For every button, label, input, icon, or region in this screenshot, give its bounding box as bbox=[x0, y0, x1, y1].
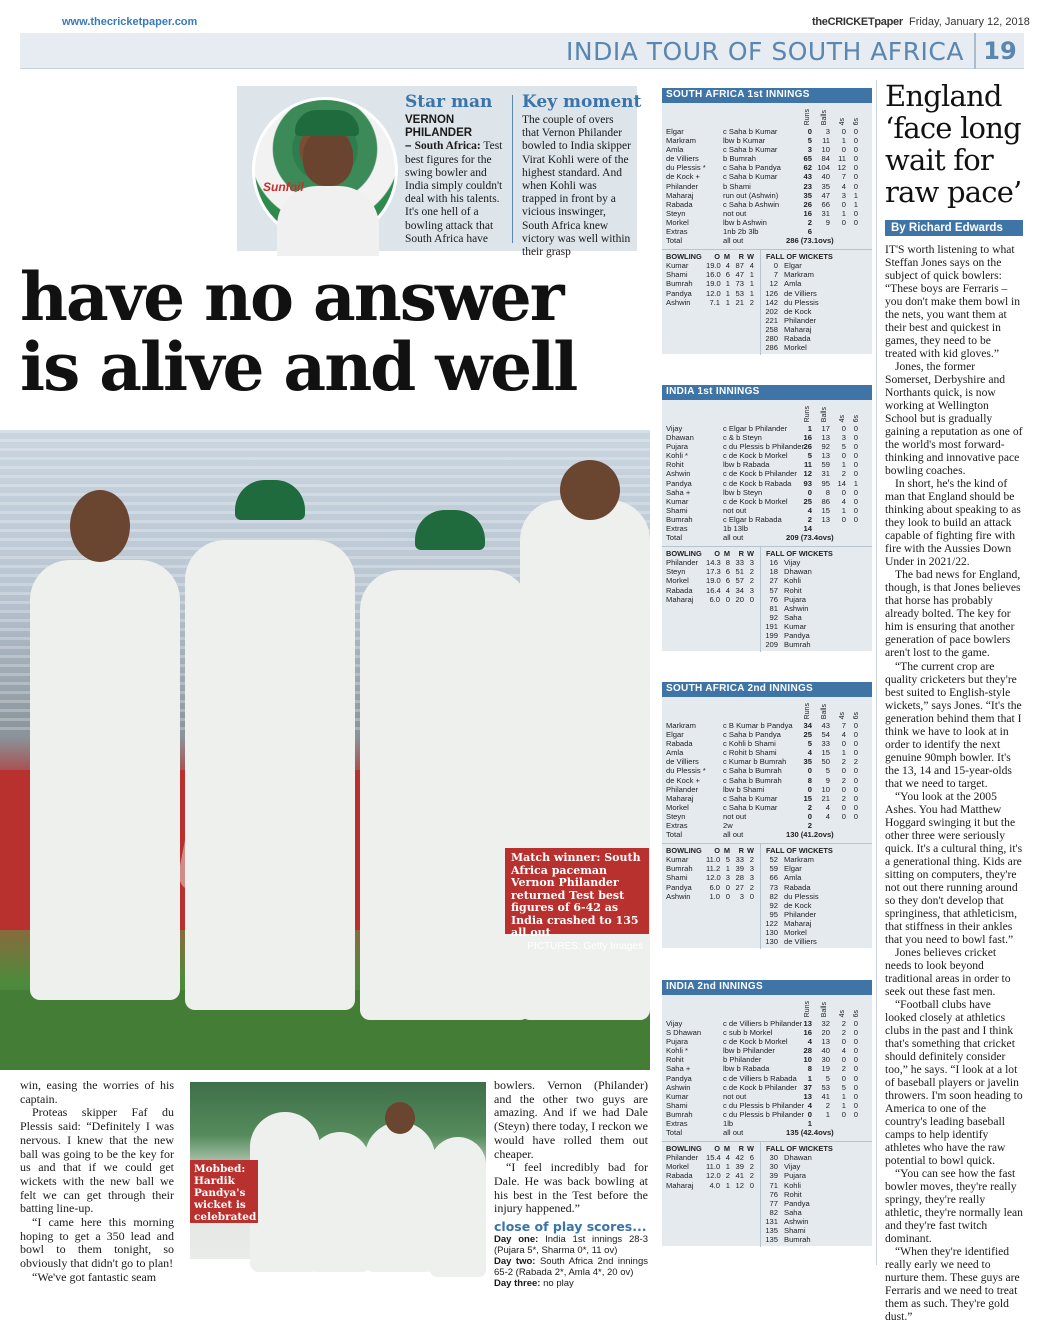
batting-row: Bumrah c du Plessis b Philander 0 1 0 0 bbox=[666, 1109, 858, 1119]
section-title: INDIA TOUR OF SOUTH AFRICA bbox=[566, 37, 964, 66]
fall-of-wicket-row: 77 Pandya bbox=[769, 1198, 810, 1208]
batting-row: Kohli * c de Kock b Morkel 5 13 0 0 bbox=[666, 451, 858, 461]
batting-row: Markram lbw b Kumar 5 11 1 0 bbox=[666, 136, 858, 146]
total-row: Total all out 130 (41.2ovs) bbox=[666, 830, 834, 840]
article-paragraph: win, easing the worries of his captain. bbox=[20, 1078, 174, 1106]
england-article-body bbox=[885, 243, 1023, 1323]
batting-row: Markram c B Kumar b Pandya 34 43 7 0 bbox=[666, 721, 858, 730]
batting-row: Morkel lbw b Ashwin 2 9 0 0 bbox=[666, 217, 858, 227]
article-paragraph: bowlers. Vernon (Philander) and the other two guys are amazing. And if we had Dale (Steyn) there today, I reckon we would have rolled them out cheaper. bbox=[494, 1078, 648, 1161]
close-of-play-line: Day two: South Africa 2nd innings 65-2 (Rabada 2*, Amla 4*, 20 ov) bbox=[494, 1255, 648, 1278]
batting-row: Elgar c Saha b Kumar 0 3 0 0 bbox=[666, 127, 858, 136]
bowling-row: Bumrah 19.0 1 73 1 bbox=[666, 279, 754, 289]
batting-row: Elgar c Saha b Pandya 25 54 4 0 bbox=[666, 730, 858, 740]
runs-header: Runs bbox=[804, 702, 811, 719]
player-figure bbox=[360, 570, 530, 1020]
batting-row: du Plessis * c Saha b Bumrah 0 5 0 0 bbox=[666, 766, 858, 776]
article-paragraph: “When they're identified really early we need to nurture them. These guys are Ferraris and we need to treat them as such. They're gold dust.” bbox=[885, 1245, 1020, 1323]
bowling-section bbox=[662, 546, 872, 651]
runs-header: Runs bbox=[804, 405, 811, 422]
innings-title: INDIA 1st INNINGS bbox=[662, 385, 872, 400]
bowling-row: Rabada 12.0 2 41 2 bbox=[666, 1171, 754, 1181]
main-photo bbox=[0, 430, 650, 1070]
bowling-row: Morkel 11.0 1 39 2 bbox=[666, 1162, 754, 1172]
bowling-row: Morkel 19.0 6 57 2 bbox=[666, 576, 754, 586]
fall-of-wickets-list bbox=[762, 855, 870, 946]
bowling-row: Maharaj 4.0 1 12 0 bbox=[666, 1180, 754, 1190]
column-rule bbox=[876, 80, 877, 1265]
fall-of-wicket-row: 286 Morkel bbox=[765, 343, 807, 353]
fall-of-wicket-row: 135 Bumrah bbox=[765, 1235, 811, 1245]
bowling-row: Shami 12.0 3 28 3 bbox=[666, 873, 754, 883]
main-headline bbox=[20, 258, 650, 406]
fall-of-wickets-list bbox=[762, 1153, 870, 1244]
fall-of-wicket-row: 7 Markram bbox=[773, 270, 814, 280]
bowling-divider bbox=[760, 844, 761, 949]
player-figure bbox=[30, 560, 180, 1000]
article-paragraph: “The current crop are quality cricketers but they're best suited to English-style wickets,” says Jones. “It's the generation behind them that I think we have to look at in order to identify the next genuine 90mph bowler. It's the 13, 14 and 15-year-olds that we need to target. bbox=[885, 659, 1022, 790]
fall-of-wicket-row: 30 Vijay bbox=[769, 1162, 801, 1172]
player-figure bbox=[365, 1122, 435, 1272]
fall-of-wicket-row: 57 Rohit bbox=[769, 585, 802, 595]
fall-of-wicket-row: 95 Philander bbox=[769, 909, 817, 919]
main-photo-caption bbox=[505, 848, 649, 952]
bowling-header: BOWLING O M R W FALL OF WICKETS bbox=[666, 1144, 833, 1154]
batting-row: de Kock + c Saha b Bumrah 8 9 2 0 bbox=[666, 775, 858, 785]
fall-of-wicket-row: 130 de Villiers bbox=[765, 937, 817, 947]
batting-row: Ashwin c de Kock b Philander 12 31 2 0 bbox=[666, 469, 858, 479]
fours-header: 4s bbox=[839, 711, 846, 719]
byline: By Richard Edwards bbox=[885, 220, 1023, 236]
fall-of-wicket-row: 126 de Villiers bbox=[765, 288, 817, 298]
fours-header: 4s bbox=[839, 1009, 846, 1017]
batting-row: Vijay c Elgar b Philander 1 17 0 0 bbox=[666, 424, 858, 433]
batting-row: Pandya c de Kock b Rabada 93 95 14 1 bbox=[666, 478, 858, 488]
bowling-row: Philander 15.4 4 42 6 bbox=[666, 1153, 754, 1163]
fall-of-wicket-row: 92 de Kock bbox=[769, 900, 812, 910]
batting-row: Amla c Rohit b Shami 4 15 1 0 bbox=[666, 748, 858, 758]
runs-header: Runs bbox=[804, 1000, 811, 1017]
bowling-header: BOWLING O M R W FALL OF WICKETS bbox=[666, 846, 833, 856]
fall-of-wicket-row: 12 Amla bbox=[769, 279, 802, 289]
extras-row: Extras 2w 2 bbox=[666, 821, 812, 831]
scorecard-india-1st-innings bbox=[662, 385, 872, 651]
fall-of-wicket-row: 209 Bumrah bbox=[765, 640, 811, 650]
bowling-row: Shami 16.0 6 47 1 bbox=[666, 270, 754, 280]
fall-of-wicket-row: 52 Markram bbox=[769, 855, 814, 865]
innings-title: SOUTH AFRICA 2nd INNINGS bbox=[662, 682, 872, 697]
bowling-row: Ashwin 7.1 1 21 2 bbox=[666, 297, 754, 307]
batting-row: Ashwin c de Kock b Philander 37 53 5 0 bbox=[666, 1082, 858, 1092]
fall-of-wicket-row: 142 du Plessis bbox=[765, 297, 819, 307]
batting-row: Philander lbw b Shami 0 10 0 0 bbox=[666, 784, 858, 794]
article-paragraph: Proteas skipper Faf du Plessis said: “Definitely I was nervous. I knew that the new ball was going to be the key for us and that if we could get wickets with the new ball we felt we can get through their batting line-up. bbox=[20, 1105, 174, 1216]
bowling-row: Steyn 17.3 6 51 2 bbox=[666, 567, 754, 577]
batting-row: Shami c du Plessis b Philander 4 2 1 0 bbox=[666, 1100, 858, 1110]
key-moment-text: The couple of overs that Vernon Philander bowled to India skipper Virat Kohli were of the highest standard. And when Kohli was trapped in front by a vicious inswinger, South Africa knew victory was well within their grasp bbox=[522, 114, 631, 259]
extras-row: Extras 1nb 2b 3lb 6 bbox=[666, 227, 812, 237]
total-row: Total all out 135 (42.4ovs) bbox=[666, 1128, 834, 1138]
fall-of-wickets-header: FALL OF WICKETS bbox=[766, 846, 833, 856]
fall-of-wicket-row: 199 Pandya bbox=[765, 630, 810, 640]
fall-of-wicket-row: 73 Rabada bbox=[769, 882, 811, 892]
article-paragraph: “I came here this morning hoping to get a 350 lead and bowl to them tonight, so obviously that didn't go to plan! bbox=[20, 1215, 174, 1271]
fall-of-wicket-row: 59 Elgar bbox=[769, 864, 802, 874]
batting-row: Rabada c Kohli b Shami 5 33 0 0 bbox=[666, 739, 858, 749]
star-man-heading: Star man bbox=[405, 92, 493, 112]
fours-header: 4s bbox=[839, 414, 846, 422]
sixes-header: 6s bbox=[853, 711, 860, 719]
bowling-row: Kumar 11.0 5 33 2 bbox=[666, 855, 754, 865]
bowling-row: Maharaj 6.0 0 20 0 bbox=[666, 594, 754, 604]
batting-row: Shami not out 4 15 1 0 bbox=[666, 505, 858, 515]
paper-name: theCRICKETpaper bbox=[812, 16, 903, 28]
page-number: 19 bbox=[974, 33, 1024, 69]
fall-of-wickets-list bbox=[762, 261, 870, 352]
bowling-divider bbox=[760, 250, 761, 355]
bowling-divider bbox=[760, 547, 761, 652]
balls-header: Balls bbox=[821, 703, 828, 719]
batting-column-headers bbox=[662, 995, 872, 1019]
batting-row: Pujara c du Plessis b Philander 26 92 5 0 bbox=[666, 442, 858, 452]
batting-row: Rohit lbw b Rabada 11 59 1 0 bbox=[666, 460, 858, 470]
photo-credit: PICTURES: Getty Images bbox=[527, 940, 643, 952]
fall-of-wicket-row: 280 Rabada bbox=[765, 333, 811, 343]
sixes-header: 6s bbox=[853, 117, 860, 125]
fall-of-wicket-row: 16 Vijay bbox=[769, 558, 801, 568]
bowling-row: Bumrah 11.2 1 39 3 bbox=[666, 864, 754, 874]
fall-of-wickets-list bbox=[762, 558, 870, 649]
article-paragraph: “I feel incredibly bad for Dale. He was back bowling at his best in the Test before the injury happened.” bbox=[494, 1160, 648, 1216]
portrait-face bbox=[303, 130, 353, 186]
innings-title: SOUTH AFRICA 1st INNINGS bbox=[662, 88, 872, 103]
article-column-1 bbox=[20, 1079, 174, 1285]
player-figure bbox=[430, 1137, 486, 1277]
sixes-header: 6s bbox=[853, 1009, 860, 1017]
batting-row: Rohit b Philander 10 30 0 0 bbox=[666, 1055, 858, 1065]
fall-of-wicket-row: 76 Rohit bbox=[769, 1189, 802, 1199]
batting-row: de Villiers c Kumar b Bumrah 35 50 2 2 bbox=[666, 757, 858, 767]
article-column-3 bbox=[494, 1079, 648, 1289]
bowling-row: Rabada 16.4 4 34 3 bbox=[666, 585, 754, 595]
fall-of-wicket-row: 82 du Plessis bbox=[769, 891, 819, 901]
bowling-row: Kumar 19.0 4 87 4 bbox=[666, 261, 754, 271]
fall-of-wicket-row: 76 Pujara bbox=[769, 594, 806, 604]
fall-of-wicket-row: 39 Pujara bbox=[769, 1171, 806, 1181]
england-headline: England ‘face long wait for raw pace’ bbox=[885, 79, 1022, 209]
fall-of-wicket-row: 0 Elgar bbox=[773, 261, 802, 271]
fours-header: 4s bbox=[839, 117, 846, 125]
bowling-row: Pandya 12.0 1 53 1 bbox=[666, 288, 754, 298]
star-man-body: Test best figures for the swing bowler and India simply couldn't deal with his talents. It's one hell of a bowling attack that South Africa have bbox=[405, 140, 503, 245]
bowling-section bbox=[662, 249, 872, 354]
star-man-team: South Africa: bbox=[414, 140, 481, 153]
balls-header: Balls bbox=[821, 109, 828, 125]
fall-of-wickets-header: FALL OF WICKETS bbox=[766, 549, 833, 559]
sixes-header: 6s bbox=[853, 414, 860, 422]
batting-row: Steyn not out 0 4 0 0 bbox=[666, 811, 858, 821]
article-paragraph: In short, he's the kind of man that England should be thinking about speaking to as they look to build an attack capable of fighting fire with fire with the Aussies Down Under in 2021/22. bbox=[885, 477, 1021, 569]
star-man-name: VERNON PHILANDER bbox=[405, 114, 473, 140]
batting-column-headers bbox=[662, 103, 872, 127]
batting-row: Kumar c de Kock b Morkel 25 86 4 0 bbox=[666, 496, 858, 506]
key-moment-heading: Key moment bbox=[522, 92, 642, 112]
portrait-sponsor-logo: Sunfoil bbox=[263, 180, 304, 194]
fall-of-wicket-row: 66 Amla bbox=[769, 873, 802, 883]
fall-of-wicket-row: 130 Morkel bbox=[765, 927, 807, 937]
bowling-section bbox=[662, 1141, 872, 1246]
celebration-caption: Mobbed: Hardik Pandya's wicket is celebrated bbox=[190, 1160, 258, 1223]
batting-row: du Plessis * c Saha b Pandya 62 104 12 0 bbox=[666, 163, 858, 173]
caption-text: Match winner: South Africa paceman Vernon Philander returned Test best figures of 6-42 as India crashed to 135 all out bbox=[511, 851, 641, 939]
batting-row: Morkel c Saha b Kumar 2 4 0 0 bbox=[666, 802, 858, 812]
headline-line-2: is alive and well bbox=[20, 328, 577, 406]
batting-row: Kohli * lbw b Philander 28 40 4 0 bbox=[666, 1046, 858, 1056]
total-row: Total all out 286 (73.1ovs) bbox=[666, 236, 834, 246]
balls-header: Balls bbox=[821, 1001, 828, 1017]
player-figure bbox=[310, 1132, 370, 1272]
fall-of-wicket-row: 131 Ashwin bbox=[765, 1216, 809, 1226]
fall-of-wicket-row: 191 Kumar bbox=[765, 621, 807, 631]
batting-row: Kumar not out 13 41 1 0 bbox=[666, 1091, 858, 1101]
batting-row: Saha + lbw b Steyn 0 8 0 0 bbox=[666, 487, 858, 497]
scorecard-india-2nd-innings bbox=[662, 980, 872, 1246]
fall-of-wicket-row: 71 Kohli bbox=[769, 1180, 801, 1190]
balls-header: Balls bbox=[821, 406, 828, 422]
bowling-section bbox=[662, 843, 872, 948]
extras-row: Extras 1b 13lb 14 bbox=[666, 524, 812, 534]
fall-of-wicket-row: 27 Kohli bbox=[769, 576, 801, 586]
bowling-row: Ashwin 1.0 0 3 0 bbox=[666, 891, 754, 901]
site-url[interactable]: www.thecricketpaper.com bbox=[62, 16, 198, 28]
fall-of-wicket-row: 30 Dhawan bbox=[769, 1153, 812, 1163]
batting-row: S Dhawan c sub b Morkel 16 20 2 0 bbox=[666, 1028, 858, 1038]
portrait-cap bbox=[295, 110, 359, 136]
batting-row: Saha + lbw b Rabada 8 19 2 0 bbox=[666, 1064, 858, 1074]
fall-of-wicket-row: 81 Ashwin bbox=[769, 603, 809, 613]
player-figure bbox=[185, 540, 355, 1010]
article-paragraph: Jones believes cricket needs to look beyond traditional areas in order to seek out these fast men. bbox=[885, 945, 1011, 998]
fall-of-wicket-row: 221 Philander bbox=[765, 315, 817, 325]
extras-row: Extras 1lb 1 bbox=[666, 1119, 812, 1129]
star-man-text: VERNON PHILANDER – South Africa: Test best figures for the swing bowler and India simply couldn't deal with his talents. It's one hell of a bowling attack that South Africa have bbox=[405, 114, 505, 246]
batting-row: Vijay c de Villiers b Philander 13 32 2 0 bbox=[666, 1019, 858, 1028]
philander-portrait bbox=[252, 97, 398, 243]
fall-of-wickets-header: FALL OF WICKETS bbox=[766, 1144, 833, 1154]
fall-of-wicket-row: 135 Shami bbox=[765, 1225, 806, 1235]
bowling-row: Pandya 6.0 0 27 2 bbox=[666, 882, 754, 892]
innings-title: INDIA 2nd INNINGS bbox=[662, 980, 872, 995]
headline-line-1: have no answer bbox=[20, 258, 563, 336]
scorecard-sa-2nd-innings bbox=[662, 682, 872, 948]
batting-row: de Kock + c Saha b Kumar 43 40 7 0 bbox=[666, 172, 858, 182]
portrait-shirt bbox=[277, 186, 379, 256]
batting-column-headers bbox=[662, 697, 872, 721]
fall-of-wicket-row: 92 Saha bbox=[769, 612, 802, 622]
batting-row: Pandya c de Villiers b Rabada 1 5 0 0 bbox=[666, 1073, 858, 1083]
bowling-header: BOWLING O M R W FALL OF WICKETS bbox=[666, 252, 833, 262]
article-paragraph: The bad news for England, though, is that Jones believes that horse has probably already bolted. The key for him is ensuring that another generation of pace bowlers aren't lost to the game. bbox=[885, 568, 1021, 660]
issue-date: Friday, January 12, 2018 bbox=[908, 16, 1030, 28]
batting-row: Amla c Saha b Kumar 3 10 0 0 bbox=[666, 145, 858, 155]
fall-of-wicket-row: 18 Dhawan bbox=[769, 567, 812, 577]
batting-row: Maharaj c Saha b Kumar 15 21 2 0 bbox=[666, 793, 858, 803]
article-paragraph: IT'S worth listening to what Steffan Jones says on the subject of quick bowlers: “These boys are Ferraris – you don't make them bowl in the nets, you want them at their best and quickest in games, they need to be treated with kid gloves.” bbox=[885, 243, 1021, 361]
close-of-play-heading: close of play scores... bbox=[494, 1219, 647, 1235]
article-paragraph: “You look at the 2005 Ashes. You had Matthew Hoggard swinging it but the other three were seriously quick. It's a cultural thing, it's a generational thing. Kids are sitting on computers, they're not out there running around so they don't develop that springiness, that athleticism, that stiffness in their ankles that you need to bowl fast.” bbox=[885, 789, 1023, 946]
batting-row: Rabada c Saha b Ashwin 26 66 0 1 bbox=[666, 199, 858, 209]
article-paragraph: “You can see how the fast bowler moves, they're really springy, they're really athletic, they're normally lean and they're fast twitch dominant. bbox=[885, 1167, 1023, 1246]
article-paragraph: Jones, the former Somerset, Derbyshire and Northants quick, is now working at Wellington School but is gradually gaining a reputation as one of the world's most forward-thinking and innovative pace bowling coaches. bbox=[885, 360, 1023, 478]
panel-divider bbox=[512, 95, 513, 243]
batting-row: Steyn not out 16 31 1 0 bbox=[666, 208, 858, 218]
article-paragraph: “Football clubs have looked closely at athletics clubs in the past and I think that's something that cricket should definitely consider too,” he says. “I look at a lot of baseball players or javelin throwers. I'm soon heading to America to one of the country's leading baseball camps to help identify athletes who have the raw potential to bowl quick. bbox=[885, 997, 1023, 1168]
fall-of-wickets-header: FALL OF WICKETS bbox=[766, 252, 833, 262]
batting-row: Maharaj run out (Ashwin) 35 47 3 1 bbox=[666, 190, 858, 200]
section-banner bbox=[20, 33, 1024, 69]
batting-row: de Villiers b Bumrah 65 84 11 0 bbox=[666, 154, 858, 164]
batting-row: Bumrah c Elgar b Rabada 2 13 0 0 bbox=[666, 514, 858, 524]
bowling-header: BOWLING O M R W FALL OF WICKETS bbox=[666, 549, 833, 559]
batting-column-headers bbox=[662, 400, 872, 424]
batting-row: Philander b Shami 23 35 4 0 bbox=[666, 181, 858, 191]
bowling-row: Philander 14.3 8 33 3 bbox=[666, 558, 754, 568]
paper-masthead bbox=[812, 16, 1030, 28]
scorecard-sa-1st-innings bbox=[662, 88, 872, 354]
article-paragraph: “We've got fantastic seam bbox=[32, 1269, 157, 1284]
fall-of-wicket-row: 202 de Kock bbox=[765, 306, 812, 316]
bowling-divider bbox=[760, 1142, 761, 1247]
batting-row: Pujara c de Kock b Morkel 4 13 0 0 bbox=[666, 1037, 858, 1047]
close-of-play-line: Day one: India 1st innings 28-3 (Pujara 5*, Sharma 0*, 11 ov) bbox=[494, 1233, 648, 1256]
total-row: Total all out 209 (73.4ovs) bbox=[666, 533, 834, 543]
fall-of-wicket-row: 258 Maharaj bbox=[765, 324, 812, 334]
fall-of-wicket-row: 82 Saha bbox=[769, 1207, 802, 1217]
close-of-play-line: Day three: no play bbox=[494, 1277, 574, 1289]
batting-row: Dhawan c & b Steyn 16 13 3 0 bbox=[666, 433, 858, 443]
runs-header: Runs bbox=[804, 108, 811, 125]
fall-of-wicket-row: 122 Maharaj bbox=[765, 918, 812, 928]
